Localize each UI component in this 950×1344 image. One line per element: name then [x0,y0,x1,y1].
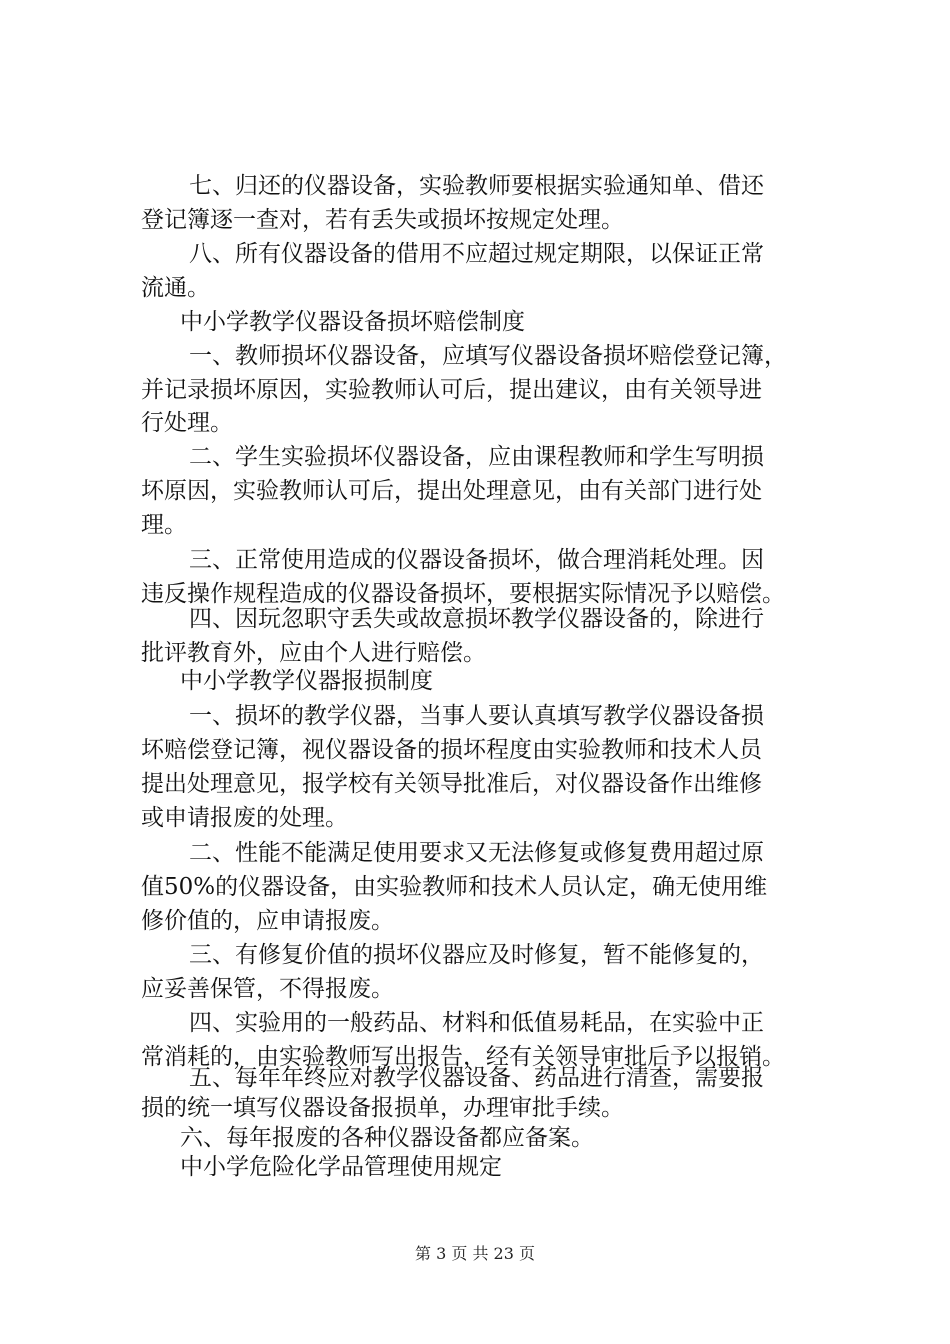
text-line: 三、正常使用造成的仪器设备损坏，做合理消耗处理。因 [189,547,764,573]
text-line: 登记簿逐一查对，若有丢失或损坏按规定处理。 [141,207,624,233]
text-line: 损的统一填写仪器设备报损单，办理审批手续。 [141,1095,624,1121]
text-line: 八、所有仪器设备的借用不应超过规定期限，以保证正常 [189,241,764,267]
text-line: 坏赔偿登记簿，视仪器设备的损坏程度由实验教师和技术人员 [141,737,762,763]
page-number-footer: 第 3 页 共 23 页 [415,1244,535,1263]
text-line: 并记录损坏原因，实验教师认可后，提出建议，由有关领导进 [141,377,762,403]
text-line: 行处理。 [141,410,233,436]
text-line: 提出处理意见，报学校有关领导批准后，对仪器设备作出维修 [141,771,762,797]
text-line: 修价值的，应申请报废。 [141,908,394,934]
text-line: 中小学教学仪器报损制度 [180,668,433,694]
text-line: 一、教师损坏仪器设备，应填写仪器设备损坏赔偿登记簿， [189,343,787,369]
text-line: 或申请报废的处理。 [141,805,348,831]
text-line: 五、每年年终应对教学仪器设备、药品进行清查，需要报 [189,1065,764,1091]
text-line: 违反操作规程造成的仪器设备损坏，要根据实际情况予以赔偿。 [141,581,785,607]
text-line: 批评教育外，应由个人进行赔偿。 [141,640,486,666]
text-line: 二、性能不能满足使用要求又无法修复或修复费用超过原 [189,840,764,866]
text-line: 理。 [141,512,187,538]
text-line: 坏原因，实验教师认可后，提出处理意见，由有关部门进行处 [141,478,762,504]
text-line: 流通。 [141,275,210,301]
text-line: 常消耗的，由实验教师写出报告，经有关领导审批后予以报销。 [141,1044,785,1070]
text-line: 二、学生实验损坏仪器设备，应由课程教师和学生写明损 [189,444,764,470]
text-line: 七、归还的仪器设备，实验教师要根据实验通知单、借还 [189,173,764,199]
text-line: 中小学危险化学品管理使用规定 [180,1154,502,1180]
text-line: 四、因玩忽职守丢失或故意损坏教学仪器设备的，除进行 [189,606,764,632]
text-line: 一、损坏的教学仪器，当事人要认真填写教学仪器设备损 [189,703,764,729]
text-line: 值50%的仪器设备，由实验教师和技术人员认定，确无使用维 [141,874,768,900]
text-line: 中小学教学仪器设备损坏赔偿制度 [180,309,525,335]
text-line: 六、每年报废的各种仪器设备都应备案。 [180,1125,594,1151]
text-line: 三、有修复价值的损坏仪器应及时修复，暂不能修复的， [189,942,764,968]
text-line: 四、实验用的一般药品、材料和低值易耗品，在实验中正 [189,1010,764,1036]
text-line: 应妥善保管，不得报废。 [141,976,394,1002]
